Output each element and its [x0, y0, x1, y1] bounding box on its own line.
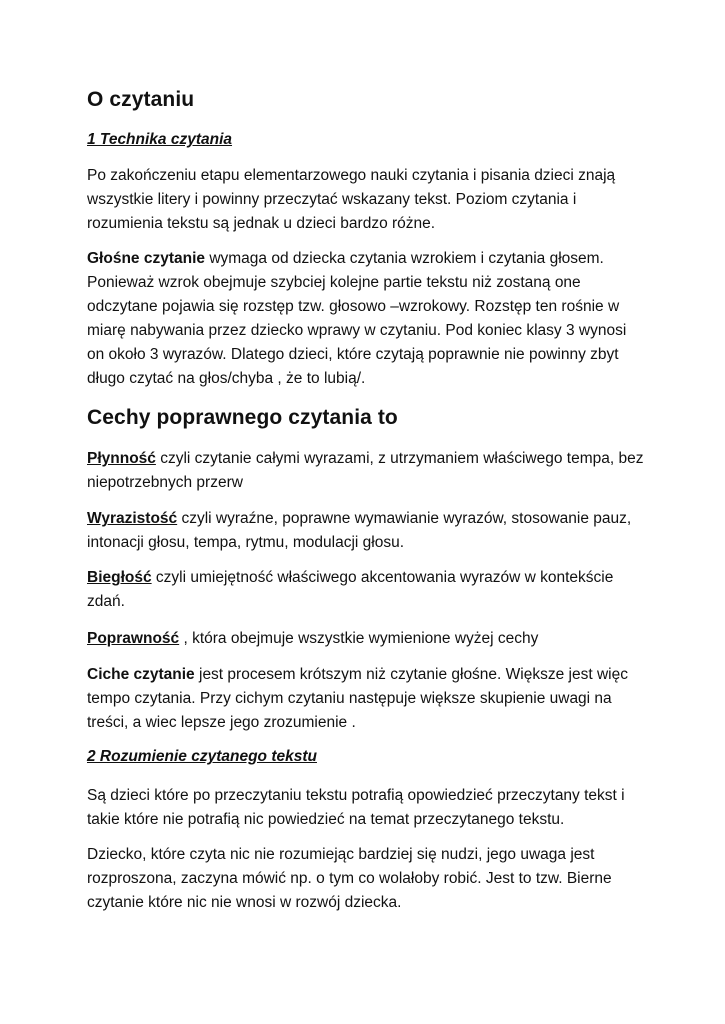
feature-text: , która obejmuje wszystkie wymienione wyżej cechy: [179, 630, 539, 647]
feature-text: czyli czytanie całymi wyrazami, z utrzymaniem właściwego tempa, bez niepotrzebnych przerw: [87, 450, 644, 491]
feature-text: czyli wyraźne, poprawne wymawianie wyrazów, stosowanie pauz, intonacji głosu, tempa, rytmu, modulacji głosu.: [87, 510, 632, 551]
section2-paragraph-2: Dziecko, które czyta nic nie rozumiejąc bardziej się nudzi, jego uwaga jest rozproszona, zaczyna mówić np. o tym co wolałoby robić. Jest to tzw. Bierne czytanie które nic nie wnosi w rozwój dziecka.: [87, 846, 612, 911]
ciche-czytanie-paragraph: [87, 663, 647, 735]
section1-paragraph-2: [87, 247, 647, 391]
section2-title: 2 Rozumienie czytanego tekstu: [87, 748, 317, 765]
feature-term: Płynność: [87, 450, 156, 467]
feature-text: czyli umiejętność właściwego akcentowania wyrazów w kontekście zdań.: [87, 569, 614, 610]
features-heading: Cechy poprawnego czytania to: [87, 406, 398, 429]
ciche-czytanie-text: jest procesem krótszym niż czytanie głośne. Większe jest więc tempo czytania. Przy cichym czytaniu następuje większe skupienie uwagi na treści, a wiec lepsze jego zrozumienie .: [87, 666, 628, 731]
page-title: O czytaniu: [87, 88, 195, 111]
feature-term: Wyrazistość: [87, 510, 178, 527]
feature-term: Poprawność: [87, 630, 180, 647]
ciche-czytanie-term: Ciche czytanie: [87, 666, 195, 683]
feature-item: [87, 627, 647, 651]
section2-paragraph-1: Są dzieci które po przeczytaniu tekstu potrafią opowiedzieć przeczytany tekst i takie które nie potrafią nic powiedzieć na temat przeczytanego tekstu.: [87, 787, 625, 828]
feature-term: Biegłość: [87, 569, 152, 586]
section1-paragraph-1: Po zakończeniu etapu elementarzowego nauki czytania i pisania dzieci znają wszystkie litery i powinny przeczytać wskazany tekst. Poziom czytania i rozumienia tekstu są jednak u dzieci bardzo różne.: [87, 167, 616, 232]
glosne-czytanie-term: Głośne czytanie: [87, 250, 206, 267]
feature-item: [87, 566, 647, 614]
feature-item: [87, 447, 647, 495]
glosne-czytanie-text: wymaga od dziecka czytania wzrokiem i czytania głosem. Ponieważ wzrok obejmuje szybciej kolejne partie tekstu niż zostaną one odczytane pojawia się rozstęp tzw. głosowo –wzrokowy. Rozstęp ten rośnie w miarę nabywania przez dziecko wprawy w czytaniu. Pod koniec klasy 3 wynosi on około 3 wyrazów. Dlatego dzieci, które czytają poprawnie nie powinny zbyt długo czytać na głos/chyba , że to lubią/.: [87, 250, 627, 387]
section1-title: 1 Technika czytania: [87, 131, 233, 148]
feature-item: [87, 507, 647, 555]
